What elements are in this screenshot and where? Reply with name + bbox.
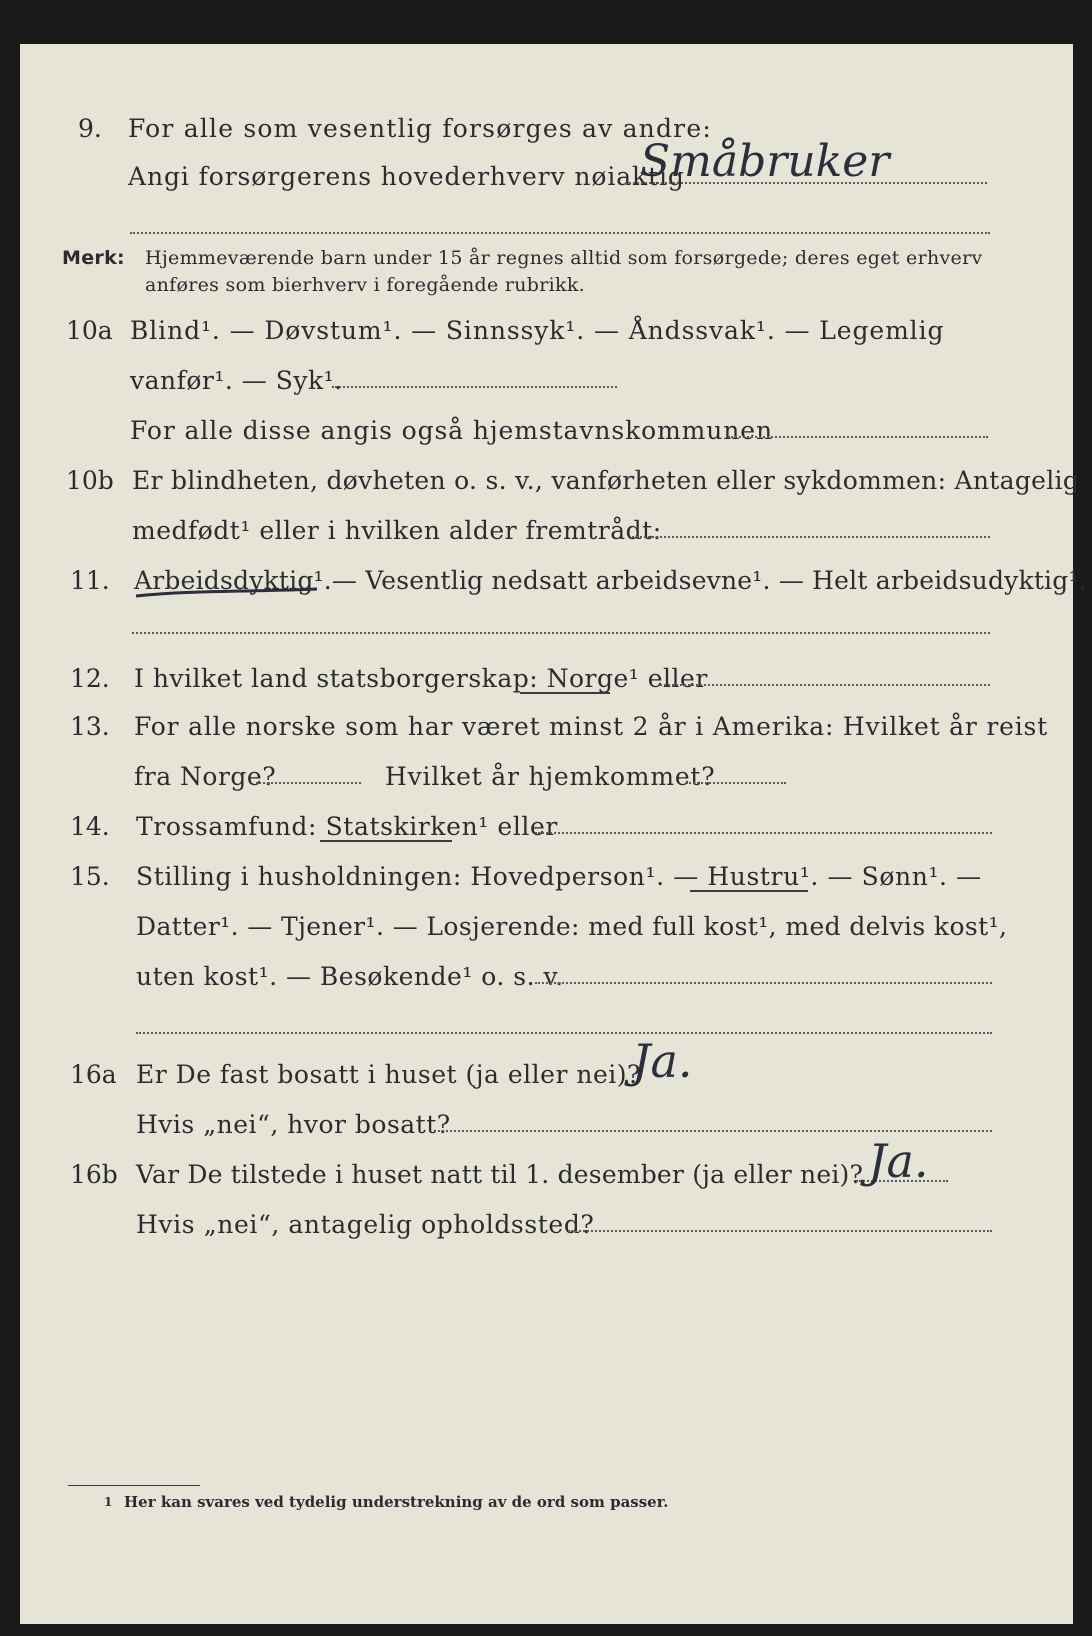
- q14-line1: Trossamfund: Statskirken¹ eller: [136, 812, 558, 841]
- q13-line2b: Hvilket år hjemkommet?: [385, 762, 716, 791]
- q12-handwritten-underline: [520, 692, 610, 694]
- q15-line3: uten kost¹. — Besøkende¹ o. s. v.: [136, 962, 564, 991]
- q10b-number: 10b: [66, 466, 114, 495]
- merk-label: Merk:: [62, 247, 125, 269]
- q15-number: 15.: [70, 862, 110, 891]
- q10a-line1: Blind¹. — Døvstum¹. — Sinnssyk¹. — Åndssvak¹. — Legemlig: [130, 316, 945, 345]
- q11-number: 11.: [70, 566, 110, 595]
- q16b-line1: Var De tilstede i huset natt til 1. desember (ja eller nei)?: [136, 1160, 864, 1189]
- q15-answer-line: [535, 982, 992, 984]
- q13-right-line: [686, 782, 786, 784]
- q11-line1: Arbeidsdyktig¹.— Vesentlig nedsatt arbeidsevne¹. — Helt arbeidsudyktig¹.: [134, 566, 1087, 595]
- q12-answer-line: [660, 684, 990, 686]
- footnote-rule: [68, 1485, 200, 1486]
- q10a-line2: vanfør¹. — Syk¹.: [130, 366, 343, 395]
- q16a-line1: Er De fast bosatt i huset (ja eller nei)?: [136, 1060, 641, 1089]
- q9-number: 9.: [78, 114, 102, 143]
- footnote-text: Her kan svares ved tydelig understrekning av de ord som passer.: [124, 1493, 669, 1511]
- q10a-hometown-line: [728, 436, 988, 438]
- q13-line1: For alle norske som har været minst 2 år i Amerika: Hvilket år reist: [134, 712, 1049, 741]
- q16b-place-line: [568, 1230, 992, 1232]
- q9-extra-line: [130, 232, 990, 234]
- q15-handwritten-underline: [690, 890, 808, 892]
- q9-line1: For alle som vesentlig forsørges av andre:: [128, 114, 712, 143]
- q10b-answer-line: [632, 536, 990, 538]
- q9-line2: Angi forsørgerens hovederhverv nøiaktig: [128, 162, 685, 191]
- q10b-line2: medfødt¹ eller i hvilken alder fremtrådt:: [132, 516, 662, 545]
- q10a-answer-line: [332, 386, 617, 388]
- q15-line2: Datter¹. — Tjener¹. — Losjerende: med full kost¹, med delvis kost¹,: [136, 912, 1008, 941]
- q12-line1: I hvilket land statsborgerskap: Norge¹ eller: [134, 664, 708, 693]
- q13-line2a: fra Norge?: [134, 762, 277, 791]
- q13-number: 13.: [70, 712, 110, 741]
- q16a-handwritten-answer: Ja.: [632, 1034, 693, 1088]
- q16a-number: 16a: [70, 1060, 117, 1089]
- census-form-page: [20, 44, 1087, 1624]
- q16b-number: 16b: [70, 1160, 118, 1189]
- q9-handwritten-answer: Småbruker: [640, 136, 890, 187]
- q13-left-line: [256, 782, 361, 784]
- merk-line2: anføres som bierhverv i foregående rubrikk.: [145, 274, 585, 296]
- merk-line1: Hjemmeværende barn under 15 år regnes alltid som forsørgede; deres eget erhverv: [145, 247, 983, 269]
- q16a-answer-line: [438, 1130, 992, 1132]
- q10a-line3: For alle disse angis også hjemstavnskommunen: [130, 416, 773, 445]
- q14-handwritten-underline: [320, 840, 452, 842]
- q14-answer-line: [535, 832, 992, 834]
- q10b-line1: Er blindheten, døvheten o. s. v., vanførheten eller sykdommen: Antagelig: [132, 466, 1080, 495]
- q15-line1: Stilling i husholdningen: Hovedperson¹. — Hustru¹. — Sønn¹. —: [136, 862, 982, 891]
- q11-extra-line: [132, 632, 990, 634]
- footnote-mark: 1: [104, 1495, 113, 1509]
- q10a-number: 10a: [66, 316, 113, 345]
- q11-handwritten-underline: [132, 580, 322, 604]
- q15-extra-line: [136, 1032, 992, 1034]
- q14-number: 14.: [70, 812, 110, 841]
- q16b-line2: Hvis „nei“, antagelig opholdssted?: [136, 1210, 595, 1239]
- q16b-handwritten-answer: Ja.: [868, 1134, 929, 1188]
- q12-number: 12.: [70, 664, 110, 693]
- q16a-line2: Hvis „nei“, hvor bosatt?: [136, 1110, 451, 1139]
